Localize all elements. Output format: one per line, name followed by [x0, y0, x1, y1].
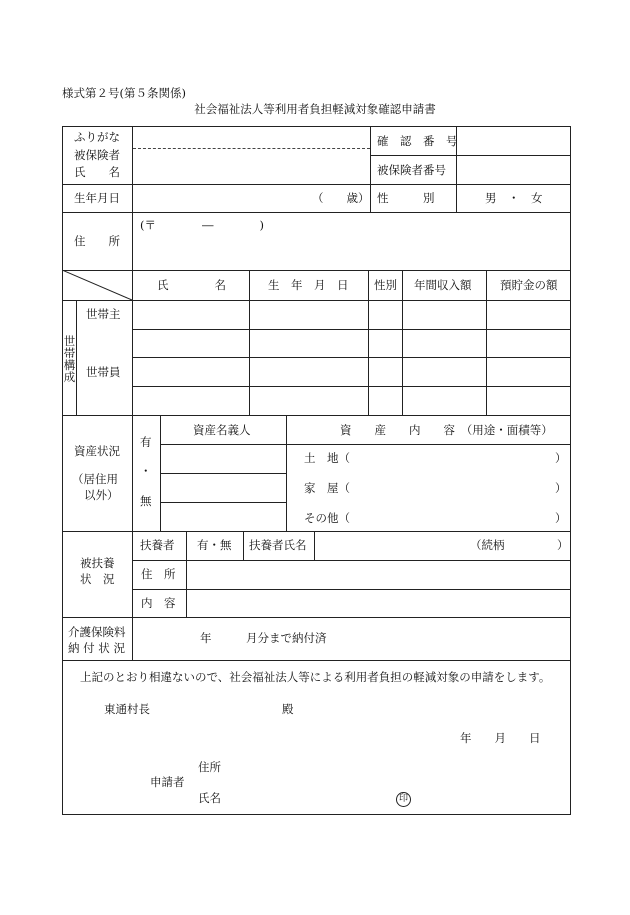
assets-note: （居住用 [72, 472, 118, 486]
assets-no: 無 [140, 494, 152, 508]
assets-note2: 以外） [84, 488, 119, 502]
assets-yes: 有 [140, 435, 152, 449]
premium-label1: 介護保険料 [68, 625, 126, 639]
asset-house-close: ） [555, 481, 567, 495]
name-label: 氏 名 [74, 165, 120, 179]
confirm-number-label: 確 認 番 号 [377, 134, 458, 148]
asset-other: その他（ [304, 511, 350, 525]
form-title: 社会福祉法人等利用者負担軽減対象確認申請書 [194, 102, 436, 116]
honorific: 殿 [282, 702, 294, 716]
application-date: 年 月 日 [460, 731, 541, 745]
asset-other-close: ） [555, 511, 567, 525]
asset-land-close: ） [555, 451, 567, 465]
asset-content-label: 資 産 内 容 （用途・面積等） [340, 423, 553, 437]
premium-label2: 納 付 状 況 [68, 641, 125, 655]
dependency-address-label: 住 所 [141, 567, 176, 581]
dependency-label1: 被扶養 [80, 556, 115, 570]
asset-land: 土 地（ [304, 451, 350, 465]
postal-code: (〒 ― ) [140, 218, 264, 232]
diagonal-divider [62, 270, 133, 301]
insured-label: 被保険者 [74, 148, 120, 162]
household-head-label: 世帯主 [86, 307, 121, 321]
col-dob: 生 年 月 日 [268, 278, 349, 292]
sex-options: 男 ・ 女 [485, 191, 543, 205]
applicant-name-label: 氏名 [198, 791, 221, 805]
furigana-label: ふりがな [74, 130, 120, 144]
household-member-label: 世帯員 [86, 365, 121, 379]
addressee: 東通村長 [104, 702, 150, 716]
asset-house: 家 屋（ [304, 481, 350, 495]
applicant-label: 申請者 [150, 775, 185, 789]
col-name: 氏 名 [157, 278, 226, 292]
col-savings: 預貯金の額 [500, 278, 558, 292]
supporter-yes-no: 有・無 [197, 538, 232, 552]
dob-label: 生年月日 [74, 191, 120, 205]
declaration-statement: 上記のとおり相違ないので、社会福祉法人等による利用者負担の軽減対象の申請をします。 [80, 670, 551, 684]
insured-number-label: 被保険者番号 [377, 163, 446, 177]
supporter-name-label: 扶養者氏名 [249, 538, 307, 552]
seal-mark: 印 [396, 792, 411, 807]
supporter-label: 扶養者 [140, 538, 175, 552]
col-sex: 性別 [374, 278, 397, 292]
relation-label: （続柄 [470, 538, 505, 552]
age-field: （ 歳） [312, 191, 370, 205]
assets-dot: ・ [140, 464, 152, 478]
address-label: 住 所 [74, 234, 120, 248]
dependency-label2: 状 況 [80, 572, 115, 586]
dependency-content-label: 内 容 [141, 596, 176, 610]
sex-label: 性 別 [377, 191, 435, 205]
relation-close: ） [557, 538, 569, 552]
household-vertical-label: 世 帯 構 成 [63, 334, 76, 384]
premium-status: 年 月分まで納付済 [200, 631, 327, 645]
asset-holder-label: 資産名義人 [193, 423, 251, 437]
assets-label: 資産状況 [74, 444, 120, 458]
col-income: 年間収入額 [414, 278, 472, 292]
form-number: 様式第２号(第５条関係) [62, 86, 186, 100]
applicant-address-label: 住所 [198, 760, 221, 774]
